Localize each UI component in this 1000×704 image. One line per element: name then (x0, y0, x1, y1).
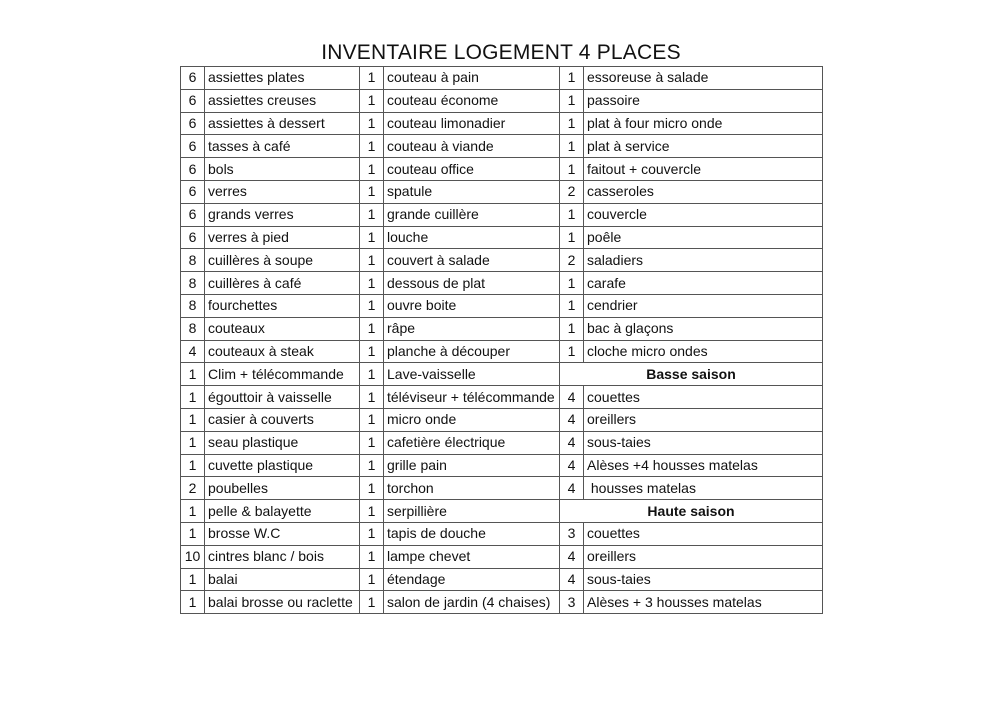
quantity-cell: 1 (560, 294, 584, 317)
table-row (181, 294, 823, 317)
quantity-cell: 1 (360, 454, 384, 477)
quantity-cell: 1 (360, 272, 384, 295)
item-cell: balai brosse ou raclette (205, 591, 360, 614)
item-cell: oreillers (584, 545, 823, 568)
item-cell: cendrier (584, 294, 823, 317)
item-cell: oreillers (584, 408, 823, 431)
item-cell: poubelles (205, 477, 360, 500)
item-cell: Clim + télécommande (205, 363, 360, 386)
quantity-cell: 2 (560, 180, 584, 203)
item-cell: serpillière (384, 500, 560, 523)
item-cell: Alèses + 3 housses matelas (584, 591, 823, 614)
item-cell: casseroles (584, 180, 823, 203)
quantity-cell: 4 (181, 340, 205, 363)
quantity-cell: 1 (360, 363, 384, 386)
item-cell: assiettes plates (205, 67, 360, 90)
quantity-cell: 1 (360, 226, 384, 249)
quantity-cell: 8 (181, 272, 205, 295)
table-row (181, 363, 823, 386)
item-cell: passoire (584, 89, 823, 112)
quantity-cell: 4 (560, 408, 584, 431)
quantity-cell: 1 (360, 431, 384, 454)
item-cell: Alèses +4 housses matelas (584, 454, 823, 477)
item-cell: couettes (584, 386, 823, 409)
table-row (181, 180, 823, 203)
item-cell: cloche micro ondes (584, 340, 823, 363)
quantity-cell: 1 (560, 317, 584, 340)
item-cell: cuvette plastique (205, 454, 360, 477)
item-cell: plat à service (584, 135, 823, 158)
item-cell: assiettes creuses (205, 89, 360, 112)
item-cell: couteau limonadier (384, 112, 560, 135)
item-cell: brosse W.C (205, 522, 360, 545)
quantity-cell: 4 (560, 454, 584, 477)
item-cell: couettes (584, 522, 823, 545)
quantity-cell: 1 (560, 226, 584, 249)
item-cell: Lave-vaisselle (384, 363, 560, 386)
quantity-cell: 1 (360, 67, 384, 90)
quantity-cell: 6 (181, 135, 205, 158)
item-cell: salon de jardin (4 chaises) (384, 591, 560, 614)
quantity-cell: 1 (360, 203, 384, 226)
quantity-cell: 1 (560, 272, 584, 295)
item-cell: micro onde (384, 408, 560, 431)
item-cell: housses matelas (584, 477, 823, 500)
quantity-cell: 1 (360, 294, 384, 317)
table-row (181, 545, 823, 568)
item-cell: balai (205, 568, 360, 591)
table-row (181, 135, 823, 158)
table-row (181, 386, 823, 409)
item-cell: couteau à viande (384, 135, 560, 158)
quantity-cell: 1 (181, 431, 205, 454)
item-cell: louche (384, 226, 560, 249)
quantity-cell: 1 (560, 112, 584, 135)
quantity-cell: 4 (560, 386, 584, 409)
table-row (181, 500, 823, 523)
quantity-cell: 1 (360, 112, 384, 135)
item-cell: dessous de plat (384, 272, 560, 295)
item-cell: sous-taies (584, 568, 823, 591)
item-cell: cafetière électrique (384, 431, 560, 454)
item-cell: couteaux à steak (205, 340, 360, 363)
item-cell: tapis de douche (384, 522, 560, 545)
quantity-cell: 1 (360, 135, 384, 158)
table-row (181, 477, 823, 500)
table-row (181, 249, 823, 272)
item-cell: verres (205, 180, 360, 203)
item-cell: râpe (384, 317, 560, 340)
quantity-cell: 6 (181, 67, 205, 90)
item-cell: grille pain (384, 454, 560, 477)
table-row (181, 591, 823, 614)
quantity-cell: 1 (360, 591, 384, 614)
quantity-cell: 2 (560, 249, 584, 272)
table-row (181, 317, 823, 340)
quantity-cell: 1 (181, 500, 205, 523)
item-cell: seau plastique (205, 431, 360, 454)
quantity-cell: 1 (560, 135, 584, 158)
table-row (181, 522, 823, 545)
item-cell: grands verres (205, 203, 360, 226)
quantity-cell: 6 (181, 180, 205, 203)
item-cell: couvercle (584, 203, 823, 226)
table-row (181, 89, 823, 112)
item-cell: planche à découper (384, 340, 560, 363)
item-cell: faitout + couvercle (584, 158, 823, 181)
quantity-cell: 4 (560, 477, 584, 500)
table-row (181, 340, 823, 363)
item-cell: spatule (384, 180, 560, 203)
quantity-cell: 1 (360, 89, 384, 112)
item-cell: cintres blanc / bois (205, 545, 360, 568)
quantity-cell: 8 (181, 294, 205, 317)
item-cell: saladiers (584, 249, 823, 272)
quantity-cell: 1 (181, 408, 205, 431)
item-cell: verres à pied (205, 226, 360, 249)
item-cell: bac à glaçons (584, 317, 823, 340)
quantity-cell: 4 (560, 545, 584, 568)
quantity-cell: 1 (360, 545, 384, 568)
quantity-cell: 8 (181, 249, 205, 272)
item-cell: étendage (384, 568, 560, 591)
item-cell: couteau à pain (384, 67, 560, 90)
quantity-cell: 3 (560, 591, 584, 614)
table-row (181, 112, 823, 135)
item-cell: couteaux (205, 317, 360, 340)
item-cell: pelle & balayette (205, 500, 360, 523)
quantity-cell: 1 (360, 249, 384, 272)
item-cell: grande cuillère (384, 203, 560, 226)
item-cell: couteau économe (384, 89, 560, 112)
quantity-cell: 1 (181, 522, 205, 545)
item-cell: assiettes à dessert (205, 112, 360, 135)
item-cell: essoreuse à salade (584, 67, 823, 90)
quantity-cell: 1 (181, 454, 205, 477)
quantity-cell: 6 (181, 89, 205, 112)
table-row (181, 272, 823, 295)
quantity-cell: 3 (560, 522, 584, 545)
item-cell: carafe (584, 272, 823, 295)
item-cell: ouvre boite (384, 294, 560, 317)
table-row (181, 431, 823, 454)
item-cell: fourchettes (205, 294, 360, 317)
quantity-cell: 1 (360, 477, 384, 500)
quantity-cell: 1 (360, 408, 384, 431)
table-row (181, 568, 823, 591)
inventory-table-body (181, 67, 823, 614)
quantity-cell: 1 (560, 203, 584, 226)
quantity-cell: 1 (181, 568, 205, 591)
quantity-cell: 1 (181, 363, 205, 386)
item-cell: tasses à café (205, 135, 360, 158)
quantity-cell: 1 (360, 522, 384, 545)
quantity-cell: 6 (181, 203, 205, 226)
quantity-cell: 6 (181, 112, 205, 135)
section-header: Basse saison (560, 363, 823, 386)
table-row (181, 226, 823, 249)
table-row (181, 158, 823, 181)
quantity-cell: 4 (560, 568, 584, 591)
item-cell: torchon (384, 477, 560, 500)
quantity-cell: 1 (560, 158, 584, 181)
item-cell: casier à couverts (205, 408, 360, 431)
item-cell: couvert à salade (384, 249, 560, 272)
item-cell: téléviseur + télécommande (384, 386, 560, 409)
quantity-cell: 1 (360, 568, 384, 591)
quantity-cell: 1 (560, 340, 584, 363)
quantity-cell: 6 (181, 226, 205, 249)
item-cell: lampe chevet (384, 545, 560, 568)
quantity-cell: 1 (181, 386, 205, 409)
table-row (181, 203, 823, 226)
section-header: Haute saison (560, 500, 823, 523)
quantity-cell: 1 (360, 340, 384, 363)
quantity-cell: 1 (181, 591, 205, 614)
table-row (181, 408, 823, 431)
quantity-cell: 8 (181, 317, 205, 340)
quantity-cell: 6 (181, 158, 205, 181)
quantity-cell: 1 (560, 67, 584, 90)
item-cell: bols (205, 158, 360, 181)
quantity-cell: 1 (360, 180, 384, 203)
item-cell: couteau office (384, 158, 560, 181)
item-cell: égouttoir à vaisselle (205, 386, 360, 409)
quantity-cell: 2 (181, 477, 205, 500)
quantity-cell: 1 (360, 386, 384, 409)
quantity-cell: 4 (560, 431, 584, 454)
item-cell: cuillères à soupe (205, 249, 360, 272)
table-row (181, 454, 823, 477)
page-title: INVENTAIRE LOGEMENT 4 PLACES (321, 41, 681, 64)
item-cell: poêle (584, 226, 823, 249)
quantity-cell: 10 (181, 545, 205, 568)
table-row (181, 67, 823, 90)
item-cell: cuillères à café (205, 272, 360, 295)
quantity-cell: 1 (360, 500, 384, 523)
inventory-table (180, 66, 823, 614)
item-cell: sous-taies (584, 431, 823, 454)
quantity-cell: 1 (360, 158, 384, 181)
quantity-cell: 1 (360, 317, 384, 340)
item-cell: plat à four micro onde (584, 112, 823, 135)
quantity-cell: 1 (560, 89, 584, 112)
